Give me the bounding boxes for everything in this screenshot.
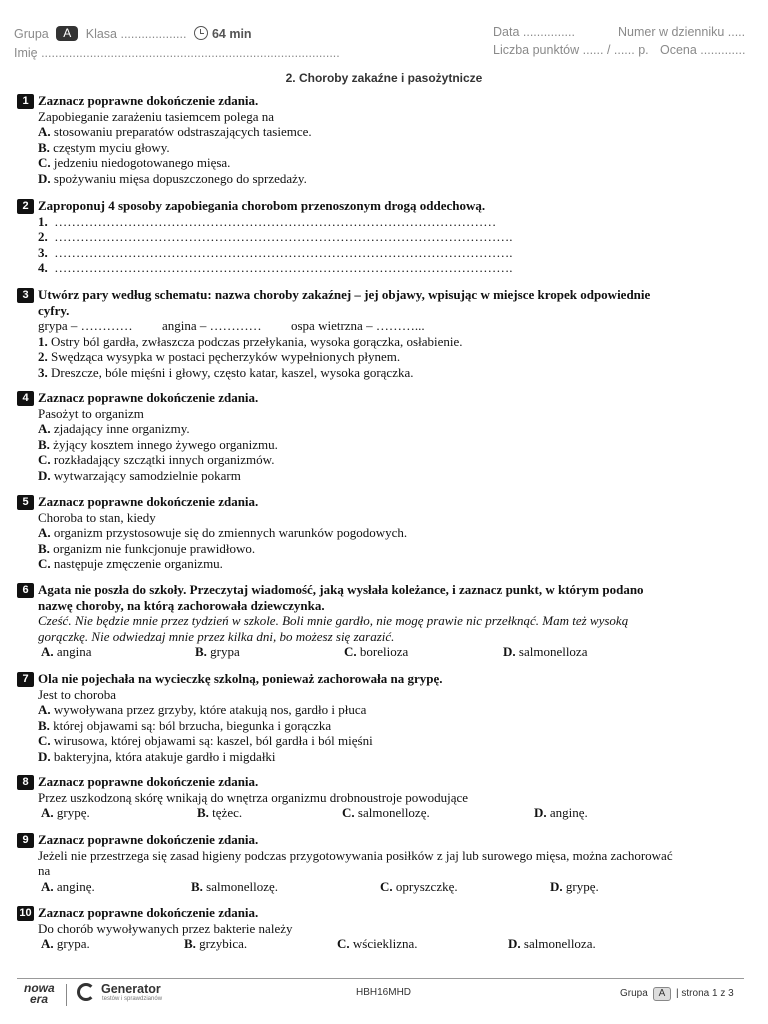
question-8 (17, 774, 737, 821)
question-text: Zaznacz poprawne dokończenie zdania. (38, 390, 259, 405)
answer-line[interactable]: 4. ……………………………………………………………………………………………. (38, 260, 513, 276)
name-field: Imię ...................................................................................... (14, 46, 340, 60)
answer-option[interactable]: B. której objawami są: ból brzucha, biegunka i gorączka (38, 717, 332, 733)
time-limit: 64 min (194, 27, 252, 41)
pair-field[interactable]: grypa – ………… (38, 318, 133, 334)
question-text: Zaznacz poprawne dokończenie zdania. (38, 905, 259, 920)
question-number: 8 (17, 775, 34, 790)
symptom-item: 1. Ostry ból gardła, zwłaszcza podczas przełykania, wysoka gorączka, osłabienie. (38, 333, 463, 349)
answer-option[interactable]: C. rozkładający szczątki innych organizmów. (38, 452, 275, 468)
answer-option[interactable]: B. tężec. (197, 805, 243, 821)
question-number: 6 (17, 583, 34, 598)
question-4 (17, 390, 737, 484)
symptom-item: 2. Swędząca wysypka w postaci pęcherzyków wypełnionych płynem. (38, 349, 401, 365)
question-10 (17, 905, 737, 952)
symptom-item: 3. Dreszcze, bóle mięśni i głowy, często katar, kaszel, wysoka gorączka. (38, 364, 414, 380)
answer-option[interactable]: D. wytwarzający samodzielnie pokarm (38, 467, 241, 483)
answer-option[interactable]: A. angina (41, 644, 92, 660)
answer-option[interactable]: A. zjadający inne organizmy. (38, 421, 190, 437)
pair-row (38, 318, 737, 334)
question-number: 5 (17, 495, 34, 510)
question-9 (17, 832, 737, 894)
question-5 (17, 494, 737, 572)
answer-option[interactable]: D. spożywaniu mięsa dopuszczonego do sprzedaży. (38, 170, 307, 186)
question-number: 9 (17, 833, 34, 848)
answer-option[interactable]: D. salmonelloza (503, 644, 588, 660)
group-badge: A (653, 987, 672, 1001)
worksheet-title: 2. Choroby zakaźne i pasożytnicze (285, 71, 483, 85)
timer-icon (194, 26, 208, 40)
nowa-era-logo: nowa era (24, 981, 55, 1006)
answer-option[interactable]: C. wścieklizna. (337, 936, 418, 952)
date-field: Data ............... (493, 25, 575, 39)
answer-option[interactable]: D. salmonelloza. (508, 936, 596, 952)
options-row (38, 936, 737, 952)
group-badge: A (56, 26, 78, 41)
pair-field[interactable]: ospa wietrzna – ………... (291, 318, 425, 334)
group-field: Grupa A Klasa ................... 64 min (14, 26, 252, 41)
answer-option[interactable]: A. anginę. (41, 878, 95, 894)
text-message: Cześć. Nie będzie mnie przez tydzień w szkole. Boli mnie gardło, nie mogę prawie nic przełknąć. Mam też wysoką gorączkę. Nie odwiedzaj mnie przez kilka dni, bo możesz się zarazić. (38, 613, 629, 644)
generator-logo-icon (77, 983, 95, 1001)
options-row (38, 644, 737, 660)
question-stem: Jest to choroba (38, 686, 116, 702)
question-6 (17, 582, 737, 660)
question-stem: Przez uszkodzoną skórę wnikają do wnętrza organizmu drobnoustroje powodujące (38, 789, 469, 805)
options-row (38, 805, 737, 821)
question-text: Zaznacz poprawne dokończenie zdania. (38, 774, 259, 789)
answer-option[interactable]: D. anginę. (534, 805, 588, 821)
answer-option[interactable]: A. stosowaniu preparatów odstraszających tasiemce. (38, 124, 312, 140)
question-text: Ola nie pojechała na wycieczkę szkolną, ponieważ zachorowała na grypę. (38, 671, 443, 686)
answer-option[interactable]: A. grypę. (41, 805, 90, 821)
question-stem: Do chorób wywoływanych przez bakterie należy (38, 920, 293, 936)
answer-option[interactable]: C. borelioza (344, 644, 409, 660)
question-text: Agata nie poszła do szkoły. Przeczytaj wiadomość, jaką wysłała koleżance, i zaznacz punkt, w którym podano nazwę choroby, na którą zachorowała dziewczynka. (38, 582, 644, 613)
question-1 (17, 93, 737, 187)
answer-option[interactable]: A. wywoływana przez grzyby, które atakują nos, gardło i płuca (38, 702, 367, 718)
answer-line[interactable]: 2. ……………………………………………………………………………………………. (38, 229, 513, 245)
answer-option[interactable]: C. opryszczkę. (380, 878, 458, 894)
question-stem: Choroba to stan, kiedy (38, 509, 156, 525)
answer-line[interactable]: 1. ………………………………………………………………………………………… (38, 213, 497, 229)
question-3 (17, 287, 737, 381)
question-number: 10 (17, 906, 34, 921)
generator-logo-subtitle: testów i sprawdzianów (102, 996, 163, 1002)
answer-option[interactable]: C. wirusowa, której objawami są: kaszel, ból gardła i ból mięśni (38, 733, 373, 749)
question-text: Zaznacz poprawne dokończenie zdania. (38, 494, 259, 509)
logo-separator (66, 984, 67, 1006)
question-number: 4 (17, 391, 34, 406)
question-2 (17, 198, 737, 276)
answer-option[interactable]: D. grypę. (550, 878, 599, 894)
answer-option[interactable]: A. organizm przystosowuje się do zmiennych warunków pogodowych. (38, 525, 408, 541)
generator-logo-text: Generator (101, 982, 161, 996)
answer-option[interactable]: B. organizm nie funkcjonuje prawidłowo. (38, 540, 256, 556)
answer-option[interactable]: B. częstym myciu głowy. (38, 139, 170, 155)
answer-option[interactable]: D. bakteryjna, która atakuje gardło i migdałki (38, 748, 276, 764)
question-stem: Zapobieganie zarażeniu tasiemcem polega na (38, 108, 275, 124)
page-indicator: Grupa A | strona 1 z 3 (620, 988, 734, 999)
question-number: 3 (17, 288, 34, 303)
test-code: HBH16MHD (356, 987, 412, 998)
answer-option[interactable]: C. jedzeniu niedogotowanego mięsa. (38, 155, 231, 171)
answer-option[interactable]: B. żyjący kosztem innego żywego organizmu. (38, 436, 278, 452)
question-number: 1 (17, 94, 34, 109)
footer-divider (17, 978, 744, 979)
question-stem: Jeżeli nie przestrzega się zasad higieny podczas przygotowywania posiłków z jaj lub surowego mięsa, można zachorować na (38, 847, 673, 879)
answer-option[interactable]: C. salmonellozę. (342, 805, 430, 821)
points-field: Liczba punktów ...... / ...... p. (493, 43, 649, 57)
question-number: 7 (17, 672, 34, 687)
question-text: Zaproponuj 4 sposoby zapobiegania chorobom przenoszonym drogą oddechową. (38, 198, 486, 213)
question-7 (17, 671, 737, 765)
answer-option[interactable]: C. następuje zmęczenie organizmu. (38, 556, 223, 572)
answer-option[interactable]: A. grypa. (41, 936, 90, 952)
question-number: 2 (17, 199, 34, 214)
grade-field: Ocena ............. (660, 43, 746, 57)
pair-field[interactable]: angina – ………… (162, 318, 262, 334)
question-text: Zaznacz poprawne dokończenie zdania. (38, 93, 259, 108)
question-stem: Pasożyt to organizm (38, 405, 144, 421)
answer-option[interactable]: B. grzybica. (184, 936, 248, 952)
answer-option[interactable]: B. grypa (195, 644, 240, 660)
answer-line[interactable]: 3. ……………………………………………………………………………………………. (38, 244, 513, 260)
options-row (38, 879, 737, 895)
question-text: Zaznacz poprawne dokończenie zdania. (38, 832, 259, 847)
answer-option[interactable]: B. salmonellozę. (191, 878, 279, 894)
question-text: Utwórz pary według schematu: nazwa choroby zakaźnej – jej objawy, wpisując w miejsce kropek odpowiednie cyfry. (38, 287, 651, 318)
register-number-field: Numer w dzienniku ..... (618, 25, 746, 39)
class-field: Klasa ................... (85, 27, 187, 41)
